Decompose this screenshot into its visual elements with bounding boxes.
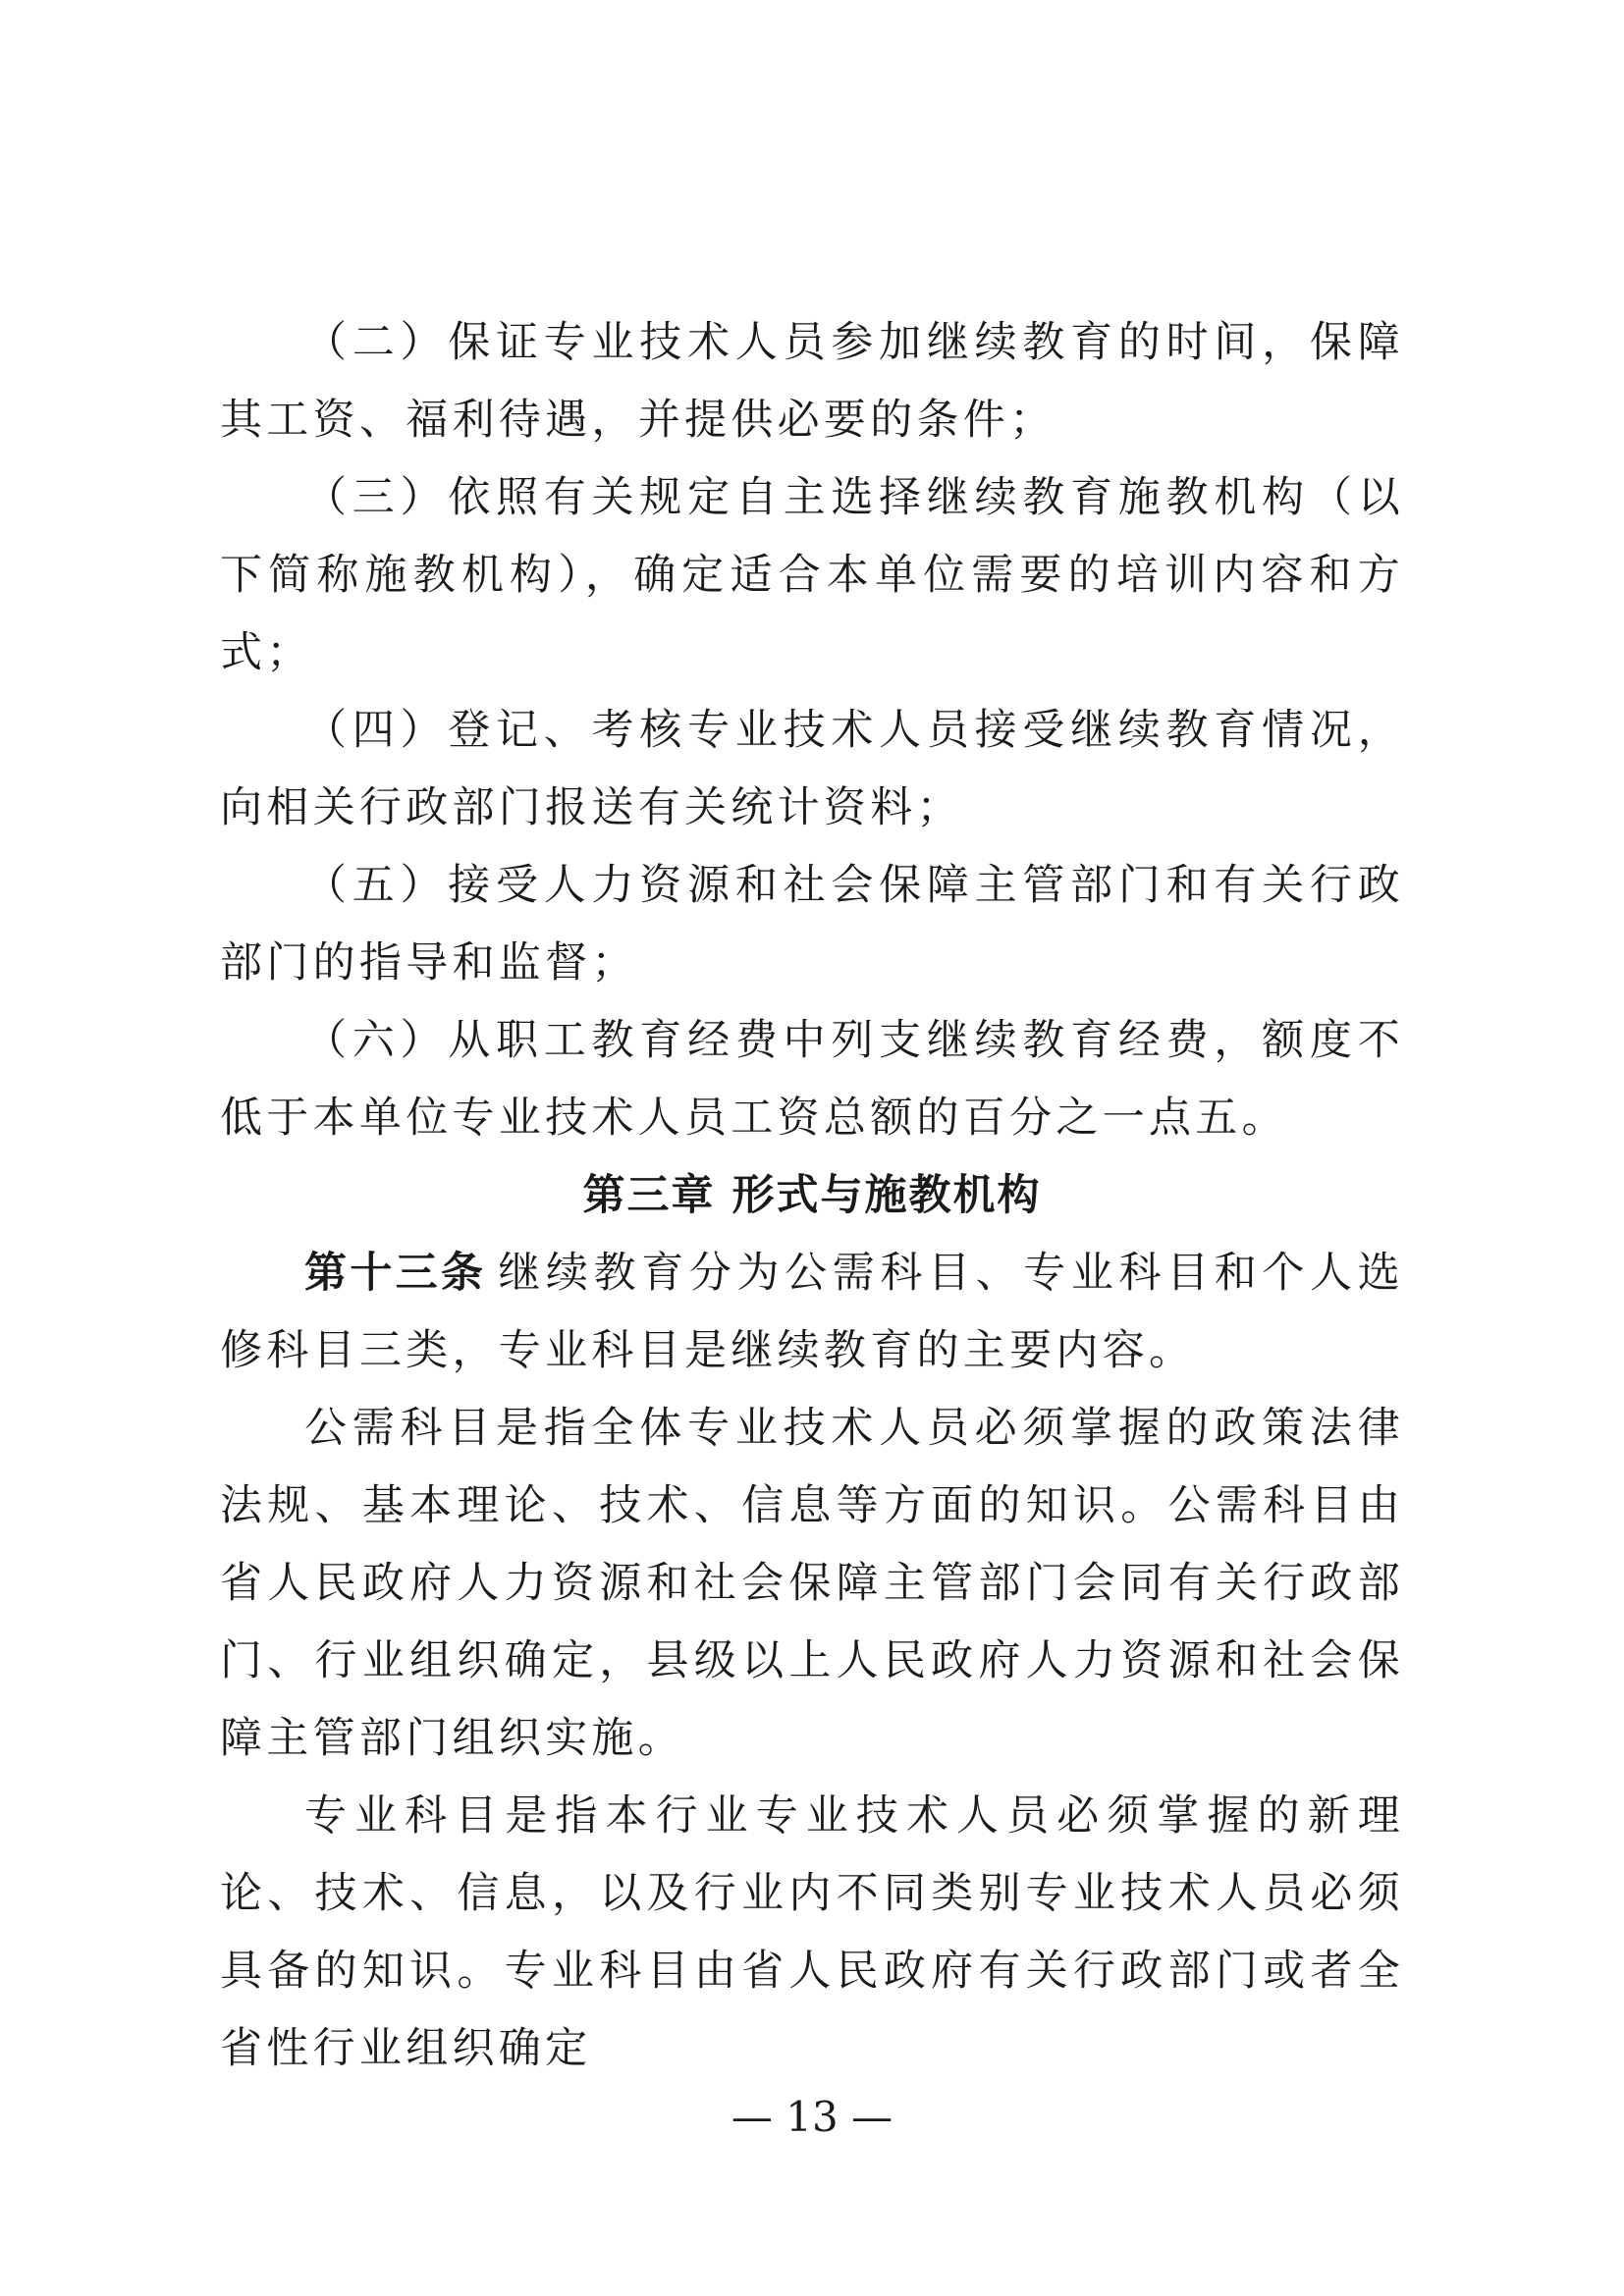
paragraph-item-5: （五）接受人力资源和社会保障主管部门和有关行政部门的指导和监督； [220, 861, 1404, 988]
paragraph-item-2: （二）保证专业技术人员参加继续教育的时间，保障其工资、福利待遇，并提供必要的条件； [220, 318, 1404, 445]
article-paragraph [220, 1235, 1404, 1390]
paragraph-professional-subjects: 专业科目是指本行业专业技术人员必须掌握的新理论、技术、信息，以及行业内不同类别专业技术人员必须具备的知识。专业科目由省人民政府有关行政部门或者全省性行业组织确定 [220, 1791, 1404, 2073]
article-text: 继续教育分为公需科目、专业科目和个人选修科目三类，专业科目是继续教育的主要内容。 [220, 1249, 1404, 1375]
chapter-heading: 第三章 形式与施教机构 [582, 1171, 1042, 1220]
paragraph-public-subjects: 公需科目是指全体专业技术人员必须掌握的政策法律法规、基本理论、技术、信息等方面的知识。公需科目由省人民政府人力资源和社会保障主管部门会同有关行政部门、行业组织确定，县级以上人民政府人力资源和社会保障主管部门组织实施。 [220, 1404, 1404, 1763]
page-number: — 13 — [731, 2093, 893, 2141]
paragraph-item-3: （三）依照有关规定自主选择继续教育施教机构（以下简称施教机构），确定适合本单位需要的培训内容和方式； [220, 473, 1404, 677]
paragraph-item-4: （四）登记、考核专业技术人员接受继续教育情况，向相关行政部门报送有关统计资料； [220, 706, 1404, 832]
article-label: 第十三条 [304, 1249, 487, 1298]
document-body [220, 304, 1404, 2088]
paragraph-item-6: （六）从职工教育经费中列支继续教育经费，额度不低于本单位专业技术人员工资总额的百分之一点五。 [220, 1016, 1404, 1143]
